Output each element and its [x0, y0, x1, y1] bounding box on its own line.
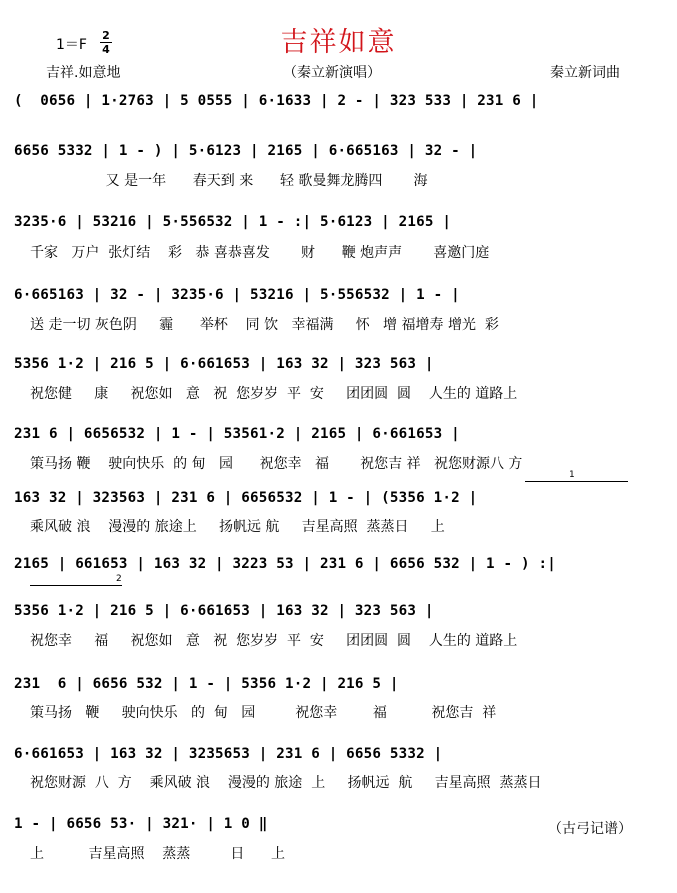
time-signature	[100, 30, 112, 55]
performer-credit: （秦立新演唱）	[283, 65, 381, 81]
score-line-7-notes: 163 32 | 323563 | 231 6 | 6656532 | 1 - | (5356 1·2 |	[14, 490, 478, 506]
score-line-11-lyrics: 祝您财源 八 方 乘风破 浪 漫漫的 旅途 上 扬帆远 航 吉星高照 蒸蒸日	[30, 775, 542, 791]
key-signature: 1＝F	[56, 37, 87, 53]
score-line-12-notes: 1 - | 6656 53· | 321· | 1 0 ‖	[14, 816, 268, 832]
second-ending-bracket	[30, 574, 122, 586]
first-ending-bracket	[525, 470, 628, 482]
score-line-4-lyrics: 送 走一切 灰色阴 霾 举杯 同 饮 幸福满 怀 增 福增寿 增光 彩	[30, 317, 499, 333]
score-line-6-lyrics: 策马扬 鞭 驶向快乐 的 甸 园 祝您幸 福 祝您吉 祥 祝您财源八 方	[30, 456, 523, 472]
first-ending-number: 1	[569, 470, 575, 480]
song-title: 吉祥如意	[280, 27, 397, 58]
score-line-5-lyrics: 祝您健 康 祝您如 意 祝 您岁岁 平 安 团团圆 圆 人生的 道路上	[30, 386, 518, 402]
score-line-5-notes: 5356 1·2 | 216 5 | 6·661653 | 163 32 | 323 563 |	[14, 356, 434, 372]
score-line-10-notes: 231 6 | 6656 532 | 1 - | 5356 1·2 | 216 5 |	[14, 676, 399, 692]
second-ending-number: 2	[116, 574, 122, 584]
score-line-10-lyrics: 策马扬 鞭 驶向快乐 的 甸 园 祝您幸 福 祝您吉 祥	[30, 705, 497, 721]
score-line-2-notes: 6656 5332 | 1 - ) | 5·6123 | 2165 | 6·665163 | 32 - |	[14, 143, 478, 159]
meter-bottom: 4	[102, 43, 110, 56]
composer-credit: 秦立新词曲	[550, 65, 620, 81]
score-line-3-lyrics: 千家 万户 张灯结 彩 恭 喜恭喜发 财 鞭 炮声声 喜邀门庭	[30, 245, 490, 261]
score-line-6-notes: 231 6 | 6656532 | 1 - | 53561·2 | 2165 | 6·661653 |	[14, 426, 460, 442]
score-line-9-notes: 5356 1·2 | 216 5 | 6·661653 | 163 32 | 323 563 |	[14, 603, 434, 619]
score-line-1-notes: ( 0656 | 1·2763 | 5 0555 | 6·1633 | 2 - | 323 533 | 231 6 |	[14, 93, 539, 109]
score-line-12-lyrics: 上 吉星高照 蒸蒸 日 上	[30, 846, 286, 862]
score-line-3-notes: 3235·6 | 53216 | 5·556532 | 1 - :| 5·6123 | 2165 |	[14, 214, 452, 230]
score-line-9-lyrics: 祝您幸 福 祝您如 意 祝 您岁岁 平 安 团团圆 圆 人生的 道路上	[30, 633, 518, 649]
meter-top: 2	[102, 29, 110, 42]
song-subtitle: 吉祥.如意地	[46, 65, 121, 81]
score-line-11-notes: 6·661653 | 163 32 | 3235653 | 231 6 | 6656 5332 |	[14, 746, 443, 762]
transcriber-credit: （古弓记谱）	[548, 821, 632, 837]
score-line-7-lyrics: 乘风破 浪 漫漫的 旅途上 扬帆远 航 吉星高照 蒸蒸日 上	[30, 519, 445, 535]
score-line-4-notes: 6·665163 | 32 - | 3235·6 | 53216 | 5·556532 | 1 - |	[14, 287, 460, 303]
score-line-2-lyrics: 又 是一年 春天到 来 轻 歌曼舞龙腾四 海	[30, 173, 428, 189]
score-line-8-notes: 2165 | 661653 | 163 32 | 3223 53 | 231 6 | 6656 532 | 1 - ) :|	[14, 556, 556, 572]
